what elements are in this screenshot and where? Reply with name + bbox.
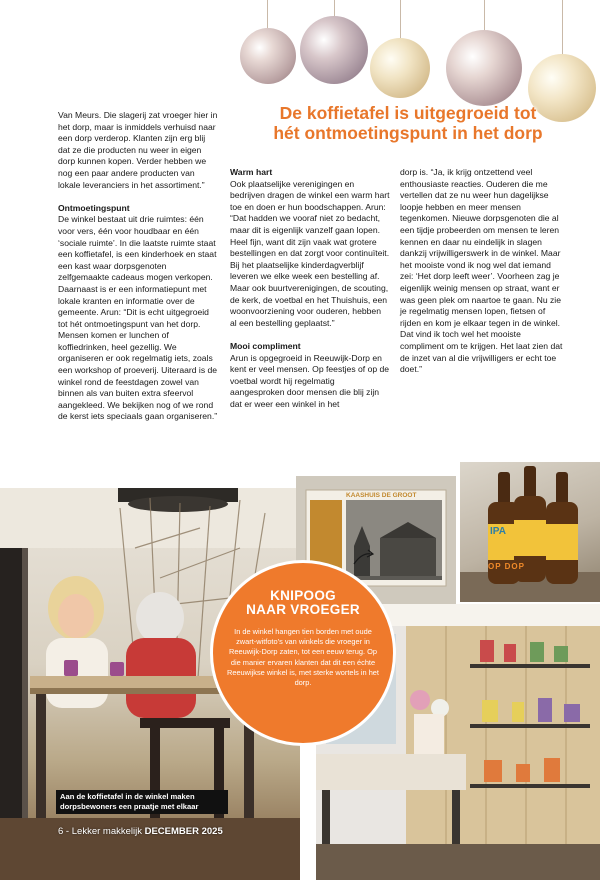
ornament-icon bbox=[240, 28, 296, 84]
column1-body: De winkel bestaat uit drie ruimtes: één voor vers, één voor houdbaar en één ‘sociale ruimte’. In die laatste ruimte staat een koffietafel, is een kinderhoek en staat een kast waar dorpsgenoten zelfgemaakte cadeaus mogen verkopen. Daarnaast is er een informatiepunt met lokale kranten en informatie over de gemeente. Arun: “Dit is echt uitgegroeid tot hét ontmoetingspunt van het dorp. Mensen komen er lunchen of koffiedrinken, heel gezellig. We organiseren er ook regelmatig iets, zoals een workshop of proeverij. Uiteraard is de winkel rond de feestdagen zowel van binnen als van buiten extra sfeervol aangekleed. We bekijken nog of we rond de kerst iets speciaals gaan organiseren.” bbox=[58, 214, 218, 422]
headline-line-2: hét ontmoetingspunt in het dorp bbox=[273, 123, 543, 143]
badge-title-line-2: NAAR VROEGER bbox=[246, 602, 360, 617]
magazine-name: Lekker makkelijk bbox=[71, 826, 142, 837]
column2-body-2: Arun is opgegroeid in Reeuwijk-Dorp en kent er veel mensen. Op feestjes of op de voetbal wordt hij regelmatig aangesproken door mensen die blij zijn dat er weer een winkel in het bbox=[230, 352, 390, 409]
column1-intro: Van Meurs. Die slagerij zat vroeger hier in het dorp, maar is inmiddels verhuisd naar een dorp verderop. Klanten zijn erg blij dat ze die producten nu weer in eigen dorp kunnen kopen. Verder hebben we nog een paar andere producten van lokale leveranciers in het assortiment.” bbox=[58, 110, 218, 190]
page-number: 6 bbox=[58, 826, 64, 837]
knipoog-badge bbox=[210, 560, 396, 746]
arrow-icon bbox=[352, 548, 376, 568]
ornament-icon bbox=[370, 38, 430, 98]
page-footer bbox=[58, 826, 223, 837]
article-column-3 bbox=[400, 167, 565, 387]
article-column-2 bbox=[230, 167, 390, 422]
article-headline bbox=[228, 103, 588, 143]
subheading-ontmoetingspunt: Ontmoetingspunt bbox=[58, 202, 130, 213]
historic-sign-text: KAASHUIS DE GROOT bbox=[346, 492, 417, 499]
beer-label-text: IPA bbox=[490, 526, 506, 537]
beer-brand-text: OP DOP bbox=[488, 562, 525, 571]
ornament-icon bbox=[300, 16, 368, 84]
beer-bottles-illustration bbox=[460, 462, 600, 602]
subheading-mooi-compliment: Mooi compliment bbox=[230, 340, 301, 351]
ornament-icon bbox=[446, 30, 522, 106]
footer-separator: - bbox=[63, 826, 72, 837]
photo-caption: Aan de koffietafel in de winkel maken dorpsbewoners een praatje met elkaar bbox=[56, 790, 228, 814]
photo-beer-bottles bbox=[460, 462, 600, 602]
column3-body: dorp is. “Ja, ik krijg ontzettend veel enthousiaste reacties. Ouderen die me vertellen dat ze nu weer hun dagelijkse loopje hebben en meer mensen tegenkomen. Nieuwe dorpsgenoten die al een tijdje probeerden om mensen te leren kennen en daar nu eindelijk in slagen dankzij vrijwilligerswerk in de winkel. Maar het mooiste vond ik nog wel dat iemand zei: ‘Het dorp leeft weer’. Voorheen zag je eigenlijk weinig mensen op straat, want er was geen plek om naartoe te gaan. Nu zie je regelmatig mensen lopen, fietsen of rijden en kom je elkaar tegen in de winkel. Dat vind ik toch wel het mooiste compliment om te krijgen. Het laat zien dat de inzet van al die vrijwilligers er echt toe doet.” bbox=[400, 167, 563, 375]
badge-title-line-1: KNIPOOG bbox=[270, 588, 336, 603]
headline-line-1: De koffietafel is uitgegroeid tot bbox=[279, 103, 537, 123]
subheading-warm-hart: Warm hart bbox=[230, 167, 273, 177]
article-column-1 bbox=[58, 110, 218, 435]
badge-title bbox=[213, 589, 393, 617]
badge-text: In de winkel hangen tien borden met oude zwart-witfoto’s van winkels die vroeger in Reeuwijk-Dorp zaten, tot een eeuw terug. Op die manier ervaren klanten dat dit een échte Reeuwijkse winkel is, met sterke wortels in het dorp. bbox=[227, 627, 379, 688]
column2-body-1: Ook plaatselijke verenigingen en bedrijven dragen de winkel een warm hart toe en doen er hun boodschappen. Arun: “Dat hadden we vooraf niet zo bedacht, maar dit is eigenlijk vanzelf gaan lopen. Heel fijn, want dit zijn vaak wat grotere bestellingen en dat zorgt voor continuïteit. Bij het plaatselijke kinderdagverblijf leveren we elke week een bestelling af. Maar ook buurtverenigingen, de scouting, de kerk, de voetbal en het Thuishuis, een woonvoorziening voor ouderen, hebben al een bestelling geplaatst.” bbox=[230, 178, 390, 328]
issue-date: DECEMBER 2025 bbox=[144, 826, 223, 837]
